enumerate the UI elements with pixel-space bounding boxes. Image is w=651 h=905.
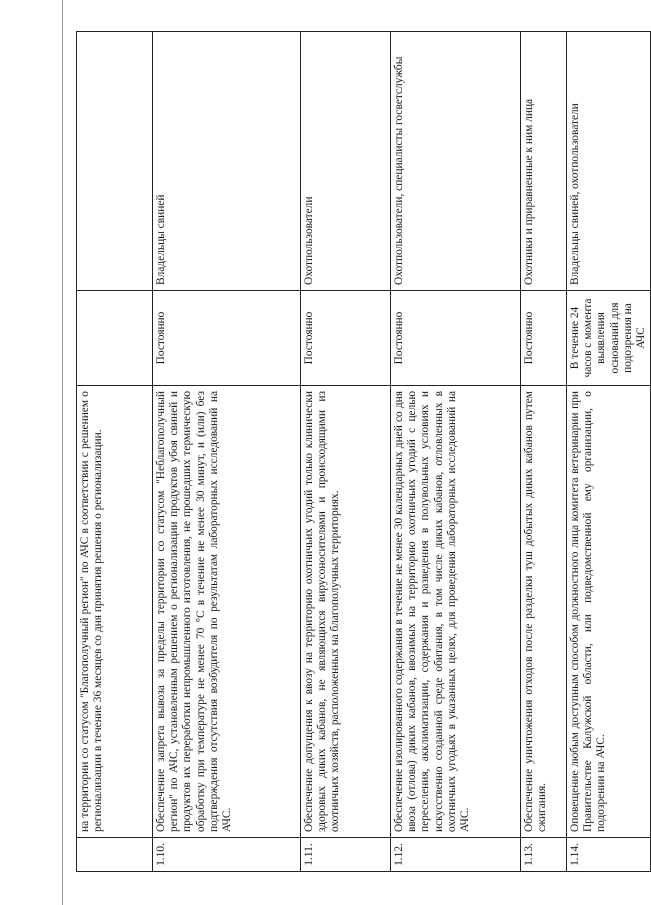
measure-description: Обеспечение уничтожения отходов после разделки туш добытых диких кабанов путем сжигания. xyxy=(521,386,567,838)
row-number: 1.14. xyxy=(567,838,651,872)
measure-responsible: Охотпользователи, специалисты госветслужбы xyxy=(391,32,521,291)
row-number: 1.10. xyxy=(153,838,301,872)
rotated-page xyxy=(76,32,648,872)
measure-description: Обеспечение допущения к ввозу на территорию охотничьих угодий только клинически здоровых диких кабанов, не являющихся вирусоносителями и происходящими из охотничьих хозяйств, расположенных на благополучных территориях. xyxy=(301,386,391,838)
measure-responsible: Охотники и приравненные к ним лица xyxy=(521,32,567,291)
measure-term: В течение 24 часов с момента выявления оснований для подозрения на АЧС xyxy=(567,291,651,386)
row-number: 1.13. xyxy=(521,838,567,872)
table-row xyxy=(567,32,651,872)
measure-description: Обеспечение изолированного содержания в течение не менее 30 календарных дней со дня ввоза (отлова) диких кабанов, ввозимых на территорию охотничьих угодий с целью переселения, акклиматизации, содержания и разведения в полувольных условиях и искусственно созданной среде обитания, в том числе диких кабанов, отловленных в охотничьих угодьях в указанных целях, для проведения лабораторных исследований на АЧС. xyxy=(391,386,521,838)
table-row xyxy=(521,32,567,872)
measure-responsible: Охотпользователи xyxy=(301,32,391,291)
measure-description: Обеспечение запрета вывоза за пределы территории со статусом "Неблагополучный регион" по АЧС, установленным решением о регионализации продуктов убоя свиней и продуктов их переработки непромышленного изготовления, не прошедших термическую обработку при температуре не менее 70 °С в течение не менее 30 минут, и (или) без подтверждения отсутствия возбудителя по результатам лабораторных исследований на АЧС. xyxy=(153,386,301,838)
measure-description: Оповещение любым доступным способом должностного лица комитета ветеринарии при Правительстве Калужской области, или подведомственной ему организации, о подозрении на АЧС. xyxy=(567,386,651,838)
measures-table xyxy=(76,31,651,872)
measure-responsible xyxy=(77,32,153,291)
measure-responsible: Владельцы свиней xyxy=(153,32,301,291)
row-number xyxy=(77,838,153,872)
measure-responsible: Владельцы свиней, охотпользователи xyxy=(567,32,651,291)
table-row xyxy=(77,32,153,872)
table-row xyxy=(391,32,521,872)
measure-description: на территории со статусом "Благополучный регион" по АЧС в соответствии с решением о регионализации в течение 36 месяцев со дня принятия решения о регионализации. xyxy=(77,386,153,838)
row-number: 1.11. xyxy=(301,838,391,872)
page-margin-line xyxy=(62,0,63,905)
row-number: 1.12. xyxy=(391,838,521,872)
measure-term: Постоянно xyxy=(391,291,521,386)
measure-term: Постоянно xyxy=(301,291,391,386)
measure-term: Постоянно xyxy=(153,291,301,386)
measure-term: Постоянно xyxy=(521,291,567,386)
table-row xyxy=(153,32,301,872)
measure-term xyxy=(77,291,153,386)
table-row xyxy=(301,32,391,872)
